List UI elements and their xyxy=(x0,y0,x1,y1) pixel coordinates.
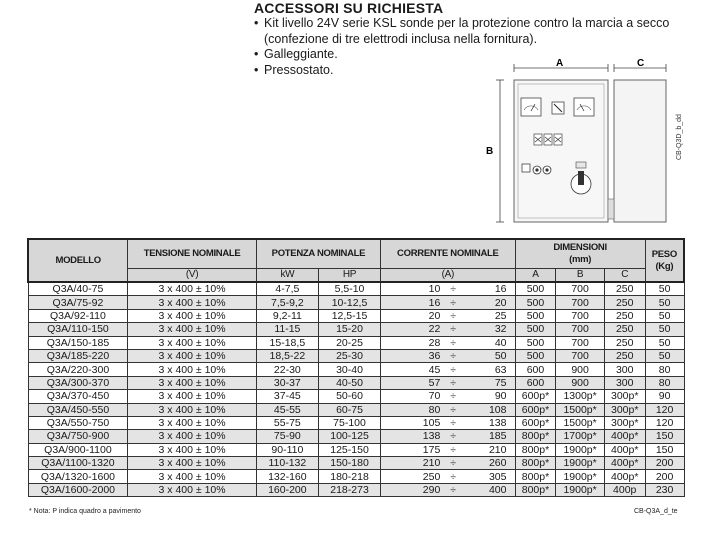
cell-current-max: 50 xyxy=(453,349,515,362)
cell-model: Q3A/185-220 xyxy=(28,349,128,362)
cell-dim-c: 400p* xyxy=(604,430,645,443)
cell-current-min: 10 ÷ xyxy=(381,282,453,296)
cell-dim-a: 800p* xyxy=(515,457,556,470)
cell-dim-b: 700 xyxy=(556,349,604,362)
cell-model: Q3A/1600-2000 xyxy=(28,483,128,496)
cell-kw: 55-75 xyxy=(256,416,318,429)
cell-voltage: 3 x 400 ± 10% xyxy=(128,470,256,483)
cell-current-max: 63 xyxy=(453,363,515,376)
cell-kw: 90-110 xyxy=(256,443,318,456)
range-divide-icon: ÷ xyxy=(450,417,457,430)
cell-current-max: 400 xyxy=(453,483,515,496)
cell-voltage: 3 x 400 ± 10% xyxy=(128,416,256,429)
footnote: * Nota: P indica quadro a pavimento xyxy=(29,508,141,515)
cell-dim-b: 1300p* xyxy=(556,390,604,403)
cell-current-min: 290 ÷ xyxy=(381,483,453,496)
table-row xyxy=(28,363,684,376)
header-weight: PESO (Kg) xyxy=(645,239,684,282)
range-divide-icon: ÷ xyxy=(450,430,457,443)
control-panel-drawing xyxy=(480,54,675,229)
cell-model: Q3A/550-750 xyxy=(28,416,128,429)
cell-dim-b: 1500p* xyxy=(556,416,604,429)
cell-dim-a: 600 xyxy=(515,376,556,389)
cell-kw: 160-200 xyxy=(256,483,318,496)
list-item: • Galleggiante. xyxy=(254,47,338,61)
header-dim-c: C xyxy=(604,269,645,283)
header-current: CORRENTE NOMINALE xyxy=(381,239,515,269)
cell-current-max: 16 xyxy=(453,282,515,296)
cell-dim-a: 500 xyxy=(515,296,556,309)
header-kw: kW xyxy=(256,269,318,283)
range-divide-icon: ÷ xyxy=(450,323,457,336)
table-row xyxy=(28,470,684,483)
range-divide-icon: ÷ xyxy=(450,457,457,470)
header-dim-a: A xyxy=(515,269,556,283)
cell-kw: 75-90 xyxy=(256,430,318,443)
header-dim-b: B xyxy=(556,269,604,283)
range-divide-icon: ÷ xyxy=(450,376,457,389)
cell-dim-c: 250 xyxy=(604,323,645,336)
cell-weight: 80 xyxy=(645,376,684,389)
cell-current-min: 22 ÷ xyxy=(381,323,453,336)
range-divide-icon: ÷ xyxy=(450,443,457,456)
cell-dim-c: 250 xyxy=(604,282,645,296)
range-divide-icon: ÷ xyxy=(450,363,457,376)
dim-label-c: C xyxy=(637,58,645,69)
cell-dim-a: 500 xyxy=(515,323,556,336)
cell-dim-b: 700 xyxy=(556,323,604,336)
cell-dim-a: 800p* xyxy=(515,430,556,443)
cell-weight: 120 xyxy=(645,416,684,429)
cell-current-min: 16 ÷ xyxy=(381,296,453,309)
cell-current-min: 57 ÷ xyxy=(381,376,453,389)
cell-hp: 50-60 xyxy=(318,390,380,403)
cell-hp: 20-25 xyxy=(318,336,380,349)
cell-dim-c: 300 xyxy=(604,363,645,376)
cell-current-max: 32 xyxy=(453,323,515,336)
cell-current-min: 105 ÷ xyxy=(381,416,453,429)
cell-kw: 11-15 xyxy=(256,323,318,336)
cell-current-max: 40 xyxy=(453,336,515,349)
cell-kw: 18,5-22 xyxy=(256,349,318,362)
cell-hp: 10-12,5 xyxy=(318,296,380,309)
cell-current-max: 20 xyxy=(453,296,515,309)
cell-dim-c: 300p* xyxy=(604,403,645,416)
list-item: • Kit livello 24V serie KSL sonde per la protezione contro la marcia a secco (confezione di tre elettrodi inclusa nella fornitura). xyxy=(254,16,670,46)
cell-dim-a: 600p* xyxy=(515,390,556,403)
cell-weight: 200 xyxy=(645,457,684,470)
table-row xyxy=(28,390,684,403)
section-heading: ACCESSORI SU RICHIESTA xyxy=(254,0,444,16)
cell-kw: 15-18,5 xyxy=(256,336,318,349)
cell-current-min: 20 ÷ xyxy=(381,309,453,322)
cell-dim-a: 600 xyxy=(515,363,556,376)
cell-dim-a: 500 xyxy=(515,309,556,322)
header-power: POTENZA NOMINALE xyxy=(256,239,380,269)
cell-dim-a: 800p* xyxy=(515,470,556,483)
cell-kw: 110-132 xyxy=(256,457,318,470)
cell-weight: 50 xyxy=(645,336,684,349)
header-current-unit: (A) xyxy=(381,269,515,283)
table-row xyxy=(28,416,684,429)
cell-model: Q3A/150-185 xyxy=(28,336,128,349)
cell-model: Q3A/450-550 xyxy=(28,403,128,416)
table-row xyxy=(28,309,684,322)
list-item: • Pressostato. xyxy=(254,62,334,77)
cell-voltage: 3 x 400 ± 10% xyxy=(128,363,256,376)
cell-hp: 40-50 xyxy=(318,376,380,389)
cell-current-min: 175 ÷ xyxy=(381,443,453,456)
cell-dim-a: 600p* xyxy=(515,416,556,429)
cell-weight: 230 xyxy=(645,483,684,496)
header-model: MODELLO xyxy=(28,239,128,282)
cell-weight: 80 xyxy=(645,363,684,376)
cell-hp: 12,5-15 xyxy=(318,309,380,322)
cell-model: Q3A/75-92 xyxy=(28,296,128,309)
cell-voltage: 3 x 400 ± 10% xyxy=(128,323,256,336)
dim-label-a: A xyxy=(556,58,564,69)
cell-dim-a: 800p* xyxy=(515,483,556,496)
cell-model: Q3A/1100-1320 xyxy=(28,457,128,470)
cell-dim-b: 1900p* xyxy=(556,470,604,483)
cell-model: Q3A/1320-1600 xyxy=(28,470,128,483)
cell-voltage: 3 x 400 ± 10% xyxy=(128,430,256,443)
cell-weight: 50 xyxy=(645,323,684,336)
drawing-code: CB-Q3D_b_dd xyxy=(676,114,683,160)
header-dimensions: DIMENSIONI (mm) xyxy=(515,239,645,269)
cell-kw: 45-55 xyxy=(256,403,318,416)
range-divide-icon: ÷ xyxy=(450,336,457,349)
cell-kw: 22-30 xyxy=(256,363,318,376)
cell-kw: 7,5-9,2 xyxy=(256,296,318,309)
cell-voltage: 3 x 400 ± 10% xyxy=(128,309,256,322)
cell-voltage: 3 x 400 ± 10% xyxy=(128,457,256,470)
cell-model: Q3A/370-450 xyxy=(28,390,128,403)
table-code: CB-Q3A_d_te xyxy=(634,508,678,515)
cell-dim-b: 1900p* xyxy=(556,457,604,470)
table-row xyxy=(28,376,684,389)
cell-hp: 30-40 xyxy=(318,363,380,376)
range-divide-icon: ÷ xyxy=(450,403,457,416)
cell-voltage: 3 x 400 ± 10% xyxy=(128,443,256,456)
cell-dim-b: 1900p* xyxy=(556,483,604,496)
cell-current-max: 90 xyxy=(453,390,515,403)
range-divide-icon: ÷ xyxy=(450,390,457,403)
cell-voltage: 3 x 400 ± 10% xyxy=(128,403,256,416)
cell-hp: 100-125 xyxy=(318,430,380,443)
cell-current-min: 80 ÷ xyxy=(381,403,453,416)
cell-dim-c: 250 xyxy=(604,309,645,322)
cell-dim-a: 800p* xyxy=(515,443,556,456)
header-voltage-unit: (V) xyxy=(128,269,256,283)
cell-dim-b: 700 xyxy=(556,296,604,309)
cell-kw: 132-160 xyxy=(256,470,318,483)
cell-dim-a: 500 xyxy=(515,349,556,362)
cell-hp: 5,5-10 xyxy=(318,282,380,296)
specifications-table xyxy=(27,238,685,497)
dim-label-b: B xyxy=(486,146,494,157)
cell-model: Q3A/40-75 xyxy=(28,282,128,296)
cell-dim-c: 400p* xyxy=(604,457,645,470)
cell-dim-b: 900 xyxy=(556,363,604,376)
cell-current-max: 138 xyxy=(453,416,515,429)
cell-weight: 200 xyxy=(645,470,684,483)
cell-hp: 75-100 xyxy=(318,416,380,429)
cell-weight: 150 xyxy=(645,443,684,456)
cell-model: Q3A/300-370 xyxy=(28,376,128,389)
range-divide-icon: ÷ xyxy=(450,484,457,497)
cell-model: Q3A/220-300 xyxy=(28,363,128,376)
cell-voltage: 3 x 400 ± 10% xyxy=(128,483,256,496)
cell-dim-c: 300 xyxy=(604,376,645,389)
cell-dim-a: 600p* xyxy=(515,403,556,416)
cell-current-min: 28 ÷ xyxy=(381,336,453,349)
cell-dim-a: 500 xyxy=(515,336,556,349)
cell-dim-c: 300p* xyxy=(604,390,645,403)
cell-weight: 50 xyxy=(645,282,684,296)
cell-current-min: 138 ÷ xyxy=(381,430,453,443)
cell-dim-c: 400p* xyxy=(604,470,645,483)
cell-dim-c: 250 xyxy=(604,336,645,349)
table-row xyxy=(28,430,684,443)
table-row xyxy=(28,336,684,349)
cell-voltage: 3 x 400 ± 10% xyxy=(128,296,256,309)
cell-current-max: 25 xyxy=(453,309,515,322)
cell-kw: 37-45 xyxy=(256,390,318,403)
table-row xyxy=(28,296,684,309)
cell-dim-b: 1500p* xyxy=(556,403,604,416)
cell-kw: 4-7,5 xyxy=(256,282,318,296)
table-row xyxy=(28,403,684,416)
cell-current-min: 210 ÷ xyxy=(381,457,453,470)
cell-current-min: 250 ÷ xyxy=(381,470,453,483)
cell-dim-c: 400p xyxy=(604,483,645,496)
cell-voltage: 3 x 400 ± 10% xyxy=(128,336,256,349)
cell-hp: 218-273 xyxy=(318,483,380,496)
cell-hp: 125-150 xyxy=(318,443,380,456)
cell-dim-b: 700 xyxy=(556,282,604,296)
header-voltage: TENSIONE NOMINALE xyxy=(128,239,256,269)
cell-current-max: 260 xyxy=(453,457,515,470)
cell-current-min: 70 ÷ xyxy=(381,390,453,403)
cell-dim-c: 400p* xyxy=(604,443,645,456)
cell-dim-b: 700 xyxy=(556,336,604,349)
range-divide-icon: ÷ xyxy=(450,350,457,363)
range-divide-icon: ÷ xyxy=(450,296,457,309)
table-row xyxy=(28,483,684,496)
cell-kw: 9,2-11 xyxy=(256,309,318,322)
cell-current-max: 75 xyxy=(453,376,515,389)
cell-dim-c: 300p* xyxy=(604,416,645,429)
cell-voltage: 3 x 400 ± 10% xyxy=(128,282,256,296)
cell-current-min: 36 ÷ xyxy=(381,349,453,362)
range-divide-icon: ÷ xyxy=(450,470,457,483)
cell-weight: 120 xyxy=(645,403,684,416)
table-row xyxy=(28,443,684,456)
cell-voltage: 3 x 400 ± 10% xyxy=(128,376,256,389)
cell-current-max: 305 xyxy=(453,470,515,483)
cell-kw: 30-37 xyxy=(256,376,318,389)
cell-weight: 50 xyxy=(645,309,684,322)
cell-weight: 150 xyxy=(645,430,684,443)
header-hp: HP xyxy=(318,269,380,283)
table-row xyxy=(28,282,684,296)
cell-dim-c: 250 xyxy=(604,296,645,309)
cell-voltage: 3 x 400 ± 10% xyxy=(128,390,256,403)
cell-model: Q3A/900-1100 xyxy=(28,443,128,456)
table-row xyxy=(28,457,684,470)
cell-dim-b: 1700p* xyxy=(556,430,604,443)
cell-hp: 150-180 xyxy=(318,457,380,470)
cell-model: Q3A/750-900 xyxy=(28,430,128,443)
cell-current-max: 210 xyxy=(453,443,515,456)
cell-dim-b: 700 xyxy=(556,309,604,322)
cell-model: Q3A/92-110 xyxy=(28,309,128,322)
cell-hp: 15-20 xyxy=(318,323,380,336)
cell-hp: 25-30 xyxy=(318,349,380,362)
cell-weight: 50 xyxy=(645,349,684,362)
table-row xyxy=(28,323,684,336)
range-divide-icon: ÷ xyxy=(450,309,457,322)
table-row xyxy=(28,349,684,362)
cell-dim-a: 500 xyxy=(515,282,556,296)
range-divide-icon: ÷ xyxy=(450,283,457,296)
cell-hp: 180-218 xyxy=(318,470,380,483)
cell-weight: 50 xyxy=(645,296,684,309)
cell-dim-c: 250 xyxy=(604,349,645,362)
cell-current-max: 185 xyxy=(453,430,515,443)
cell-weight: 90 xyxy=(645,390,684,403)
cell-dim-b: 1900p* xyxy=(556,443,604,456)
cell-current-min: 45 ÷ xyxy=(381,363,453,376)
cell-voltage: 3 x 400 ± 10% xyxy=(128,349,256,362)
cell-dim-b: 900 xyxy=(556,376,604,389)
cell-current-max: 108 xyxy=(453,403,515,416)
cell-model: Q3A/110-150 xyxy=(28,323,128,336)
cell-hp: 60-75 xyxy=(318,403,380,416)
